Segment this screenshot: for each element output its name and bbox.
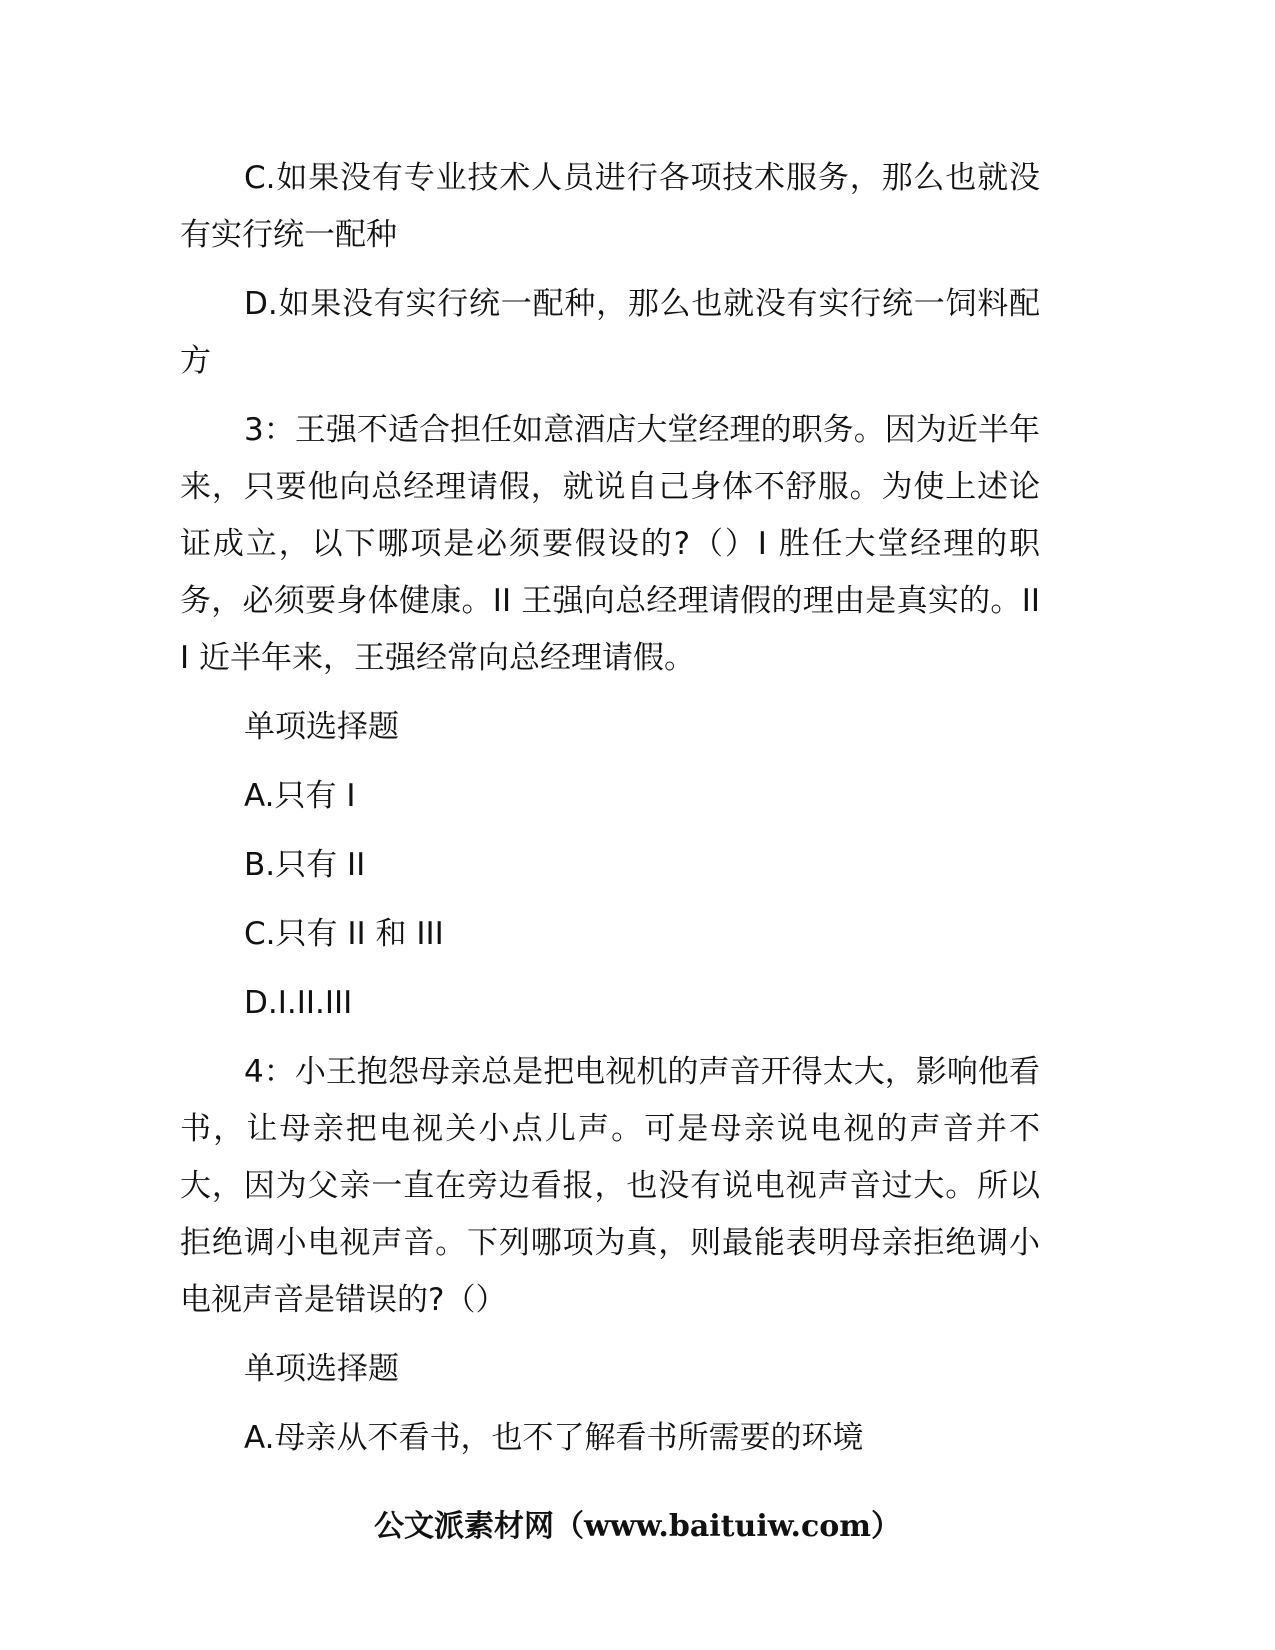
question-4-type: 单项选择题 [244, 1351, 399, 1387]
page-footer: 公文派素材网（www.baituiw.com） [373, 1509, 902, 1544]
question-3-type: 单项选择题 [244, 709, 399, 745]
question-4: 4：小王抱怨母亲总是把电视机的声音开得太大，影响他看书，让母亲把电视关小点儿声。可是母亲说电视的声音并不大，因为父亲一直在旁边看报，也没有说电视声音过大。所以拒绝调小电视声音。下列哪项为真，则最能表明母亲拒绝调小电视声音是错误的?（） [180, 1054, 1040, 1318]
option-c-continued: C.如果没有专业技术人员进行各项技术服务，那么也就没有实行统一配种 [180, 160, 1040, 253]
question-3-option-a: A.只有 I [244, 778, 356, 814]
option-d-continued: D.如果没有实行统一配种，那么也就没有实行统一饲料配方 [180, 286, 1040, 379]
question-3: 3：王强不适合担任如意酒店大堂经理的职务。因为近半年来，只要他向总经理请假，就说自己身体不舒服。为使上述论证成立，以下哪项是必须要假设的?（）I 胜任大堂经理的职务，必须要身体健康。II 王强向总经理请假的理由是真实的。III 近半年来，王强经常向总经理请假。 [180, 412, 1040, 676]
document-body [180, 150, 1040, 1479]
question-3-option-c: C.只有 II 和 III [244, 916, 444, 952]
question-4-option-a: A.母亲从不看书，也不了解看书所需要的环境 [244, 1420, 864, 1456]
question-3-option-b: B.只有 II [244, 847, 366, 883]
question-3-option-d: D.I.II.III [244, 985, 353, 1021]
